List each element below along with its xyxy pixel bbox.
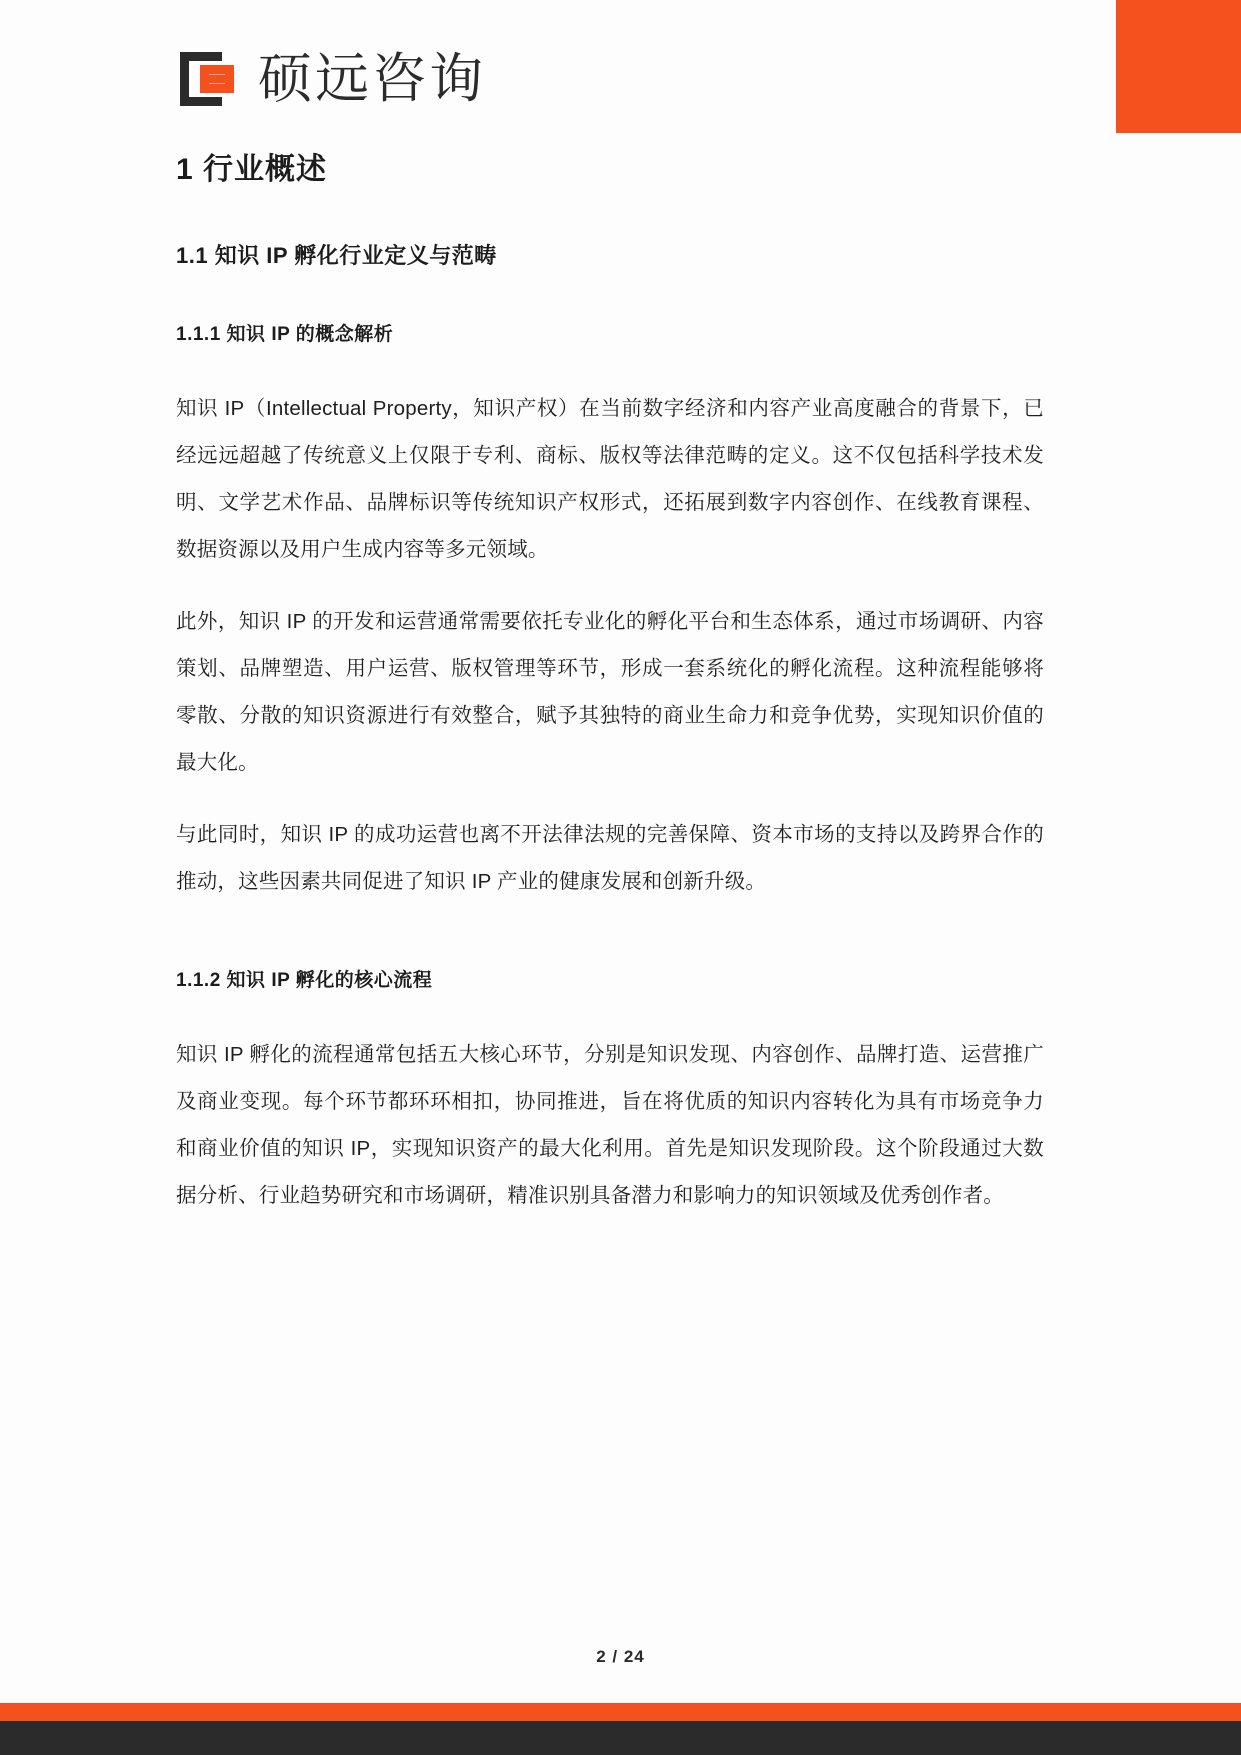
footer-dark-bar (0, 1721, 1241, 1755)
shuoyuan-logo-mark (176, 48, 238, 110)
document-body (176, 150, 1044, 1219)
section-heading-1-1-2: 1.1.2 知识 IP 孵化的核心流程 (176, 969, 433, 991)
paragraph-incubation-platform: 此外，知识 IP 的开发和运营通常需要依托专业化的孵化平台和生态体系，通过市场调研、内容策划、品牌塑造、用户运营、版权管理等环节，形成一套系统化的孵化流程。这种流程能够将零散、分散的知识资源进行有效整合，赋予其独特的商业生命力和竞争优势，实现知识价值的最大化。 (176, 610, 1044, 774)
paragraph-concept-definition: 知识 IP（Intellectual Property，知识产权）在当前数字经济和内容产业高度融合的背景下，已经远远超越了传统意义上仅限于专利、商标、版权等法律范畴的定义。这不仅包括科学技术发明、文学艺术作品、品牌标识等传统知识产权形式，还拓展到数字内容创作、在线教育课程、数据资源以及用户生成内容等多元领域。 (176, 397, 1044, 561)
top-right-accent-bar (1116, 0, 1241, 133)
paragraph-legal-capital-support: 与此同时，知识 IP 的成功运营也离不开法律法规的完善保障、资本市场的支持以及跨界合作的推动，这些因素共同促进了知识 IP 产业的健康发展和创新升级。 (176, 823, 1044, 893)
document-header (176, 48, 486, 110)
page-number: 2 / 24 (596, 1647, 645, 1666)
section-heading-1-1: 1.1 知识 IP 孵化行业定义与范畴 (176, 243, 497, 268)
section-heading-1: 1 行业概述 (176, 153, 328, 186)
paragraph-core-process: 知识 IP 孵化的流程通常包括五大核心环节，分别是知识发现、内容创作、品牌打造、运营推广及商业变现。每个环节都环环相扣，协同推进，旨在将优质的知识内容转化为具有市场竞争力和商业价值的知识 IP，实现知识资产的最大化利用。首先是知识发现阶段。这个阶段通过大数据分析、行业趋势研究和市场调研，精准识别具备潜力和影响力的知识领域及优秀创作者。 (176, 1043, 1044, 1207)
section-heading-1-1-1: 1.1.1 知识 IP 的概念解析 (176, 323, 394, 345)
footer-accent-bar (0, 1703, 1241, 1721)
logo-wordmark: 硕远咨询 (258, 49, 486, 109)
